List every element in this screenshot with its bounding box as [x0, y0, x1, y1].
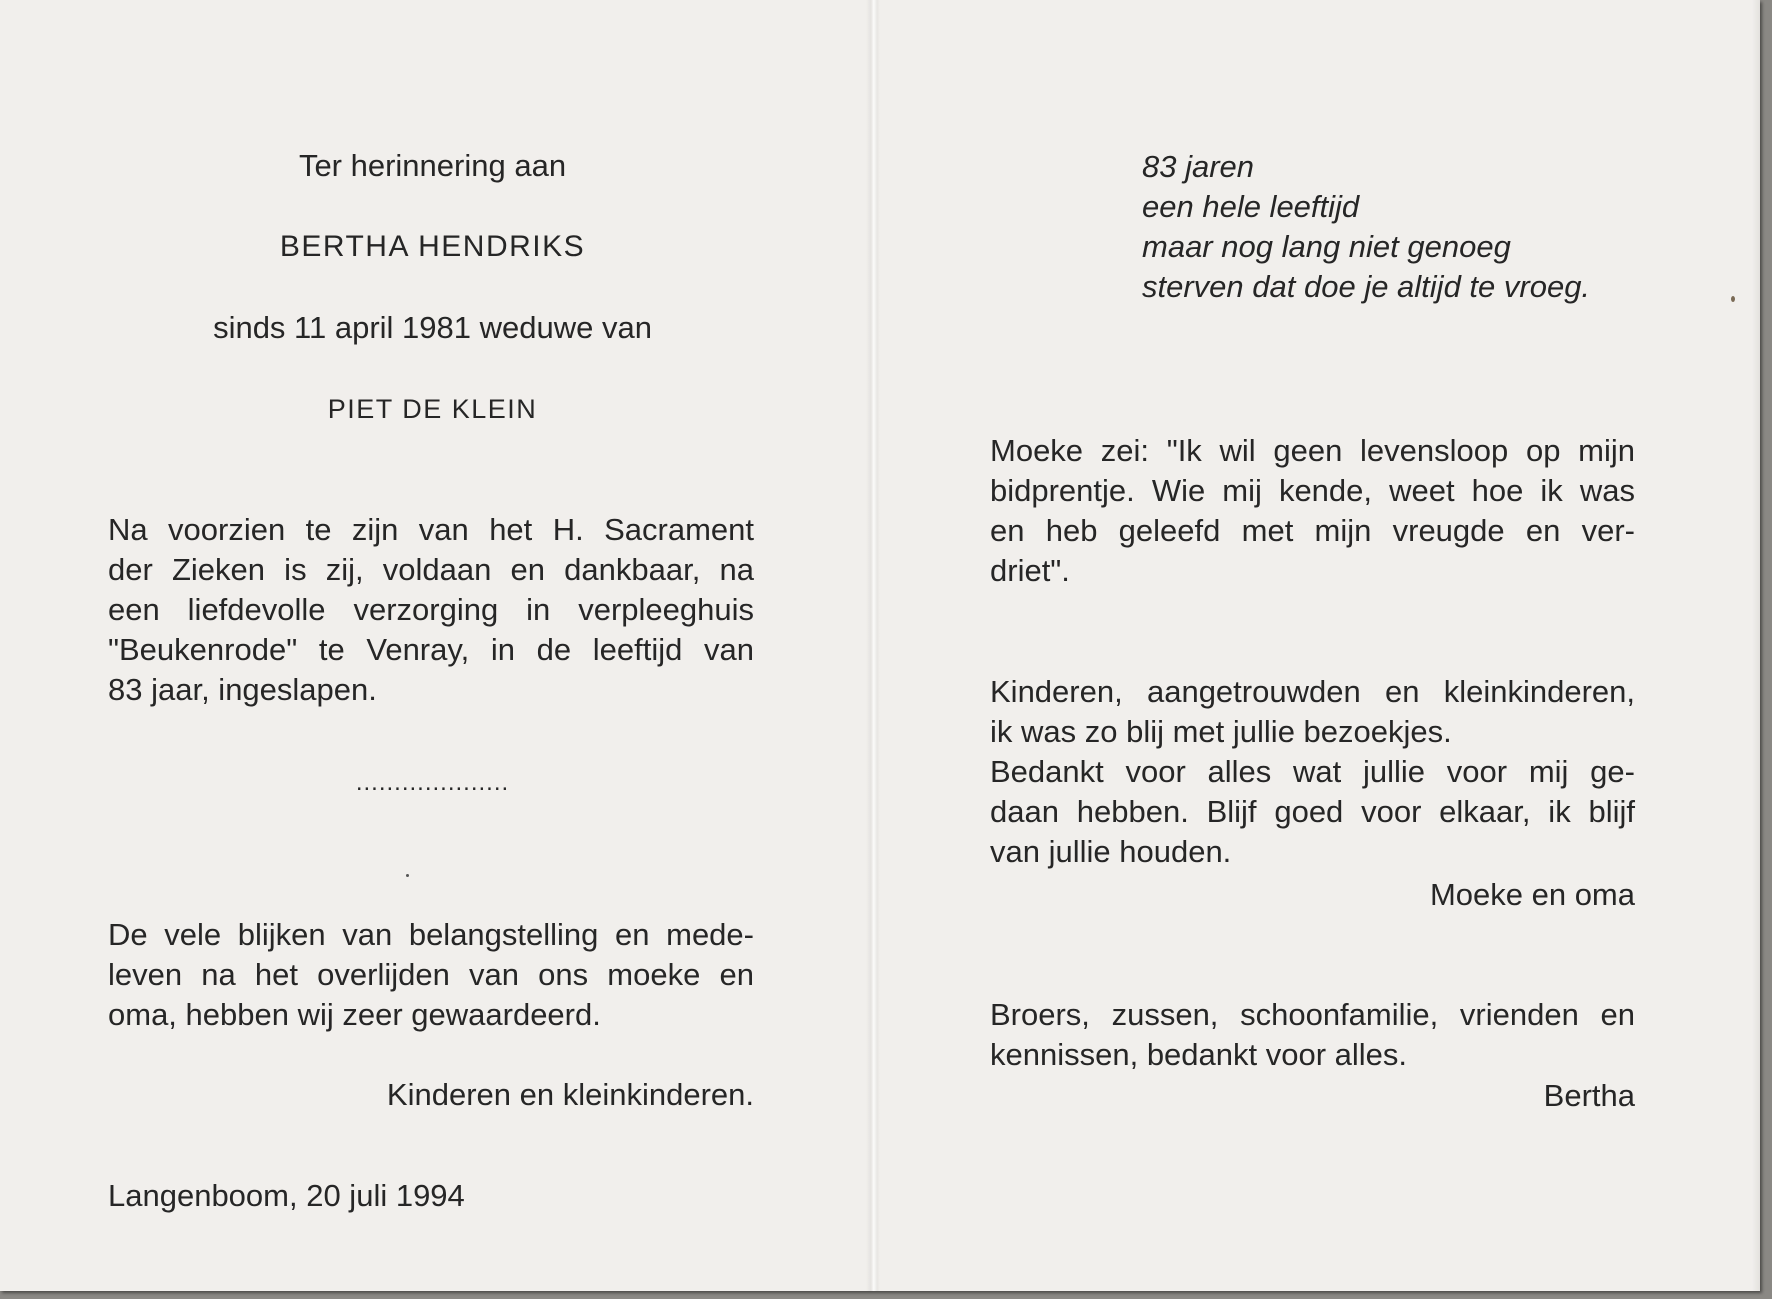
widow-line: sinds 11 april 1981 weduwe van: [213, 310, 652, 345]
poem-line: maar nog lang niet genoeg: [1142, 229, 1511, 264]
paragraph-line: daan hebben. Blijf goed voor elkaar, ik blijf: [990, 794, 1635, 829]
message-signature: Moeke en oma: [1429, 877, 1635, 912]
passing-paragraph: [108, 510, 754, 710]
paper-speck: [1731, 296, 1735, 302]
paragraph-line: 83 jaar, ingeslapen.: [108, 672, 377, 707]
paragraph-line: van jullie houden.: [990, 834, 1232, 869]
paragraph-line: ik was zo blij met jullie bezoekjes.: [990, 714, 1452, 749]
paragraph-line: Bedankt voor alles wat jullie voor mij ge-: [990, 754, 1635, 789]
separator-dots: ....................: [355, 769, 510, 796]
paragraph-line: Na voorzien te zijn van het H. Sacrament: [108, 512, 754, 547]
deceased-name: BERTHA HENDRIKS: [279, 230, 586, 263]
message-paragraph: [990, 672, 1635, 872]
quote-paragraph: [990, 431, 1635, 591]
intro-text: Ter herinnering aan: [298, 148, 567, 183]
husband-name: PIET DE KLEIN: [327, 394, 538, 424]
poem-line: 83 jaren: [1142, 149, 1255, 184]
paragraph-line: een liefdevolle verzorging in verpleeghuis: [108, 592, 754, 627]
paragraph-line: driet".: [990, 553, 1070, 588]
paragraph-line: oma, hebben wij zeer gewaardeerd.: [108, 997, 601, 1032]
paragraph-line: De vele blijken van belangstelling en mede-: [108, 917, 754, 952]
paragraph-line: der Zieken is zij, voldaan en dankbaar, na: [108, 552, 754, 587]
thanks-signature: Bertha: [1543, 1078, 1635, 1113]
paragraph-line: Kinderen, aangetrouwden en kleinkinderen,: [990, 674, 1635, 709]
paragraph-line: kennissen, bedankt voor alles.: [990, 1037, 1408, 1072]
paragraph-line: leven na het overlijden van ons moeke en: [108, 957, 754, 992]
paragraph-line: bidprentje. Wie mij kende, weet hoe ik was: [990, 473, 1635, 508]
poem-line: sterven dat doe je altijd te vroeg.: [1142, 269, 1591, 304]
paragraph-line: Moeke zei: "Ik wil geen levensloop op mijn: [990, 433, 1635, 468]
paragraph-line: Broers, zussen, schoonfamilie, vrienden en: [990, 997, 1635, 1032]
paragraph-line: en heb geleefd met mijn vreugde en ver-: [990, 513, 1635, 548]
paragraph-line: "Beukenrode" te Venray, in de leeftijd van: [108, 632, 754, 667]
poem: [1142, 147, 1590, 307]
card-fold: [866, 0, 880, 1291]
appreciation-paragraph: [108, 915, 754, 1035]
family-signature: Kinderen en kleinkinderen.: [386, 1077, 754, 1112]
thanks-paragraph: [990, 995, 1635, 1075]
card-edge: [1752, 0, 1760, 1291]
place-date: Langenboom, 20 juli 1994: [108, 1178, 465, 1213]
paper-speck: [406, 874, 409, 877]
poem-line: een hele leeftijd: [1142, 189, 1360, 224]
